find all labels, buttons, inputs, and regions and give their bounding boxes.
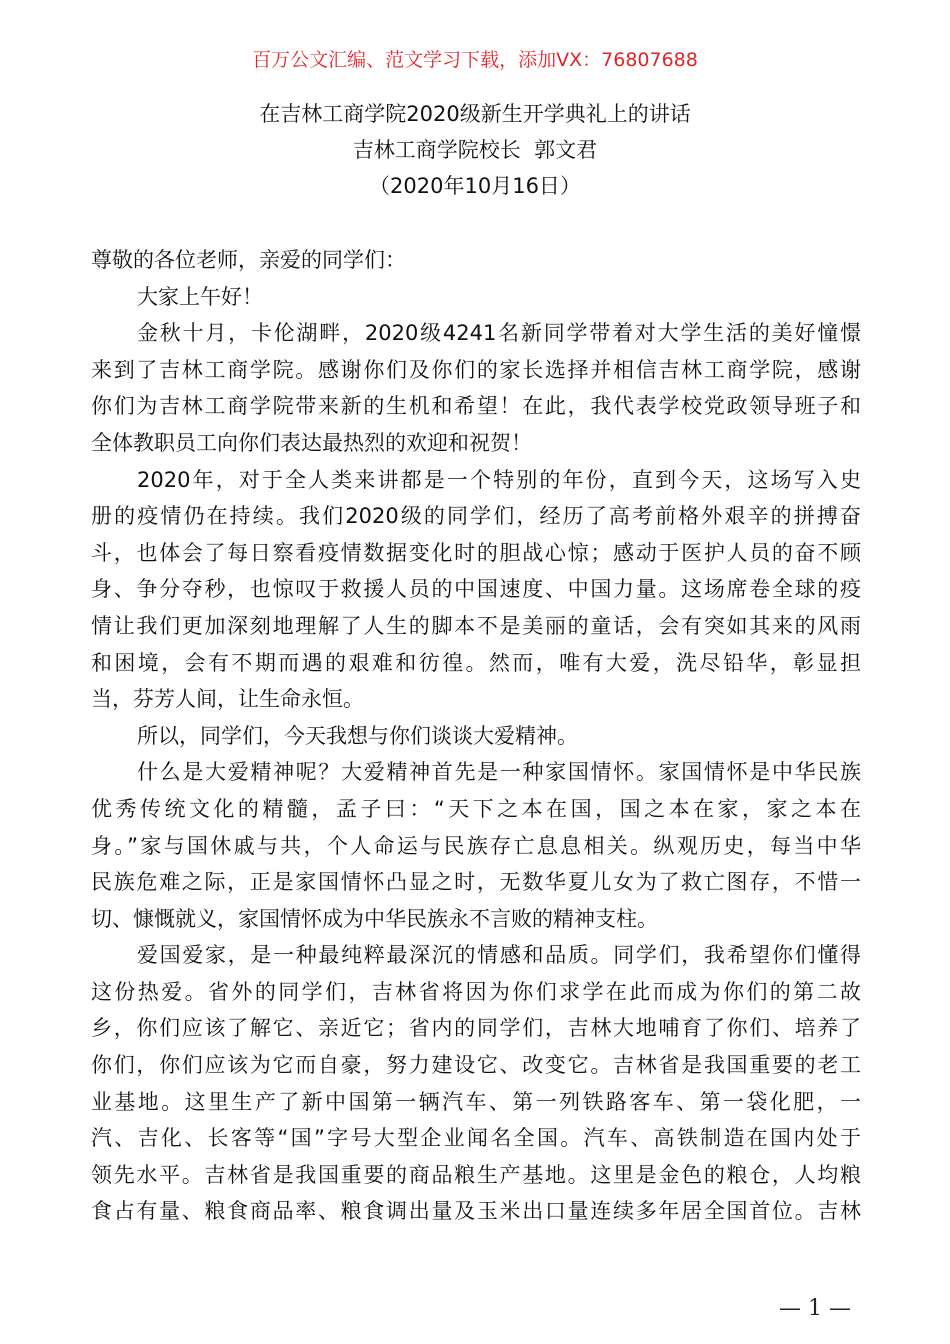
paragraph-line: 爱国爱家，是一种最纯粹最深沉的情感和品质。同学们，我希望你们懂得	[137, 943, 861, 968]
paragraph-line: 乡，你们应该了解它、亲近它；省内的同学们，吉林大地哺育了你们、培养了	[91, 1016, 861, 1041]
paragraph-line: 领先水平。吉林省是我国重要的商品粮生产基地。这里是金色的粮仓，人均粮	[91, 1162, 861, 1187]
salutation: 尊敬的各位老师，亲爱的同学们：	[91, 248, 406, 272]
paragraph-line: 情让我们更加深刻地理解了人生的脚本不是美丽的童话，会有突如其来的风雨	[91, 613, 861, 638]
paragraph-topic	[91, 718, 861, 755]
date-line: （2020年10月16日）	[369, 174, 581, 198]
paragraph-line: 金秋十月，卡伦湖畔，2020级4241名新同学带着对大学生活的美好憧憬	[137, 321, 861, 346]
paragraph-welcome	[91, 315, 861, 461]
paragraph-greeting	[91, 279, 861, 316]
watermark-banner: 百万公文汇编、范文学习下载，添加VX：76807688	[252, 49, 698, 71]
paragraph-line: 食占有量、粮食商品率、粮食调出量及玉米出口量连续多年居全国首位。吉林	[91, 1199, 861, 1224]
paragraph-line: 身。”家与国休戚与共，个人命运与民族存亡息息相关。纵观历史，每当中华	[91, 833, 861, 858]
paragraph-pandemic	[91, 462, 861, 718]
author-line: 吉林工商学院校长 郭文君	[352, 138, 598, 162]
paragraph-line: 斗，也体会了每日察看疫情数据变化时的胆战心惊；感动于医护人员的奋不顾	[91, 540, 861, 565]
paragraph-jilin	[91, 937, 861, 1230]
paragraph-line: 当，芬芳人间，让生命永恒。	[91, 687, 364, 712]
paragraph-line: 册的疫情仍在持续。我们2020级的同学们，经历了高考前格外艰辛的拼搏奋	[91, 504, 861, 529]
paragraph-line: 切、慷慨就义，家国情怀成为中华民族永不言败的精神支柱。	[91, 906, 658, 931]
paragraph-line: 2020年，对于全人类来讲都是一个特别的年份，直到今天，这场写入史	[137, 467, 861, 492]
paragraph-line: 汽、吉化、长客等“国”字号大型企业闻名全国。汽车、高铁制造在国内处于	[91, 1126, 861, 1151]
page-number: — 1 —	[779, 1296, 851, 1321]
paragraph-line: 你们，你们应该为它而自豪，努力建设它、改变它。吉林省是我国重要的老工	[91, 1053, 861, 1078]
paragraph-line: 这份热爱。省外的同学们，吉林省将因为你们求学在此而成为你们的第二故	[91, 979, 861, 1004]
paragraph-line: 来到了吉林工商学院。感谢你们及你们的家长选择并相信吉林工商学院，感谢	[91, 357, 861, 382]
paragraph-line: 业基地。这里生产了新中国第一辆汽车、第一列铁路客车、第一袋化肥，一	[91, 1089, 861, 1114]
paragraph-line: 全体教职员工向你们表达最热烈的欢迎和祝贺！	[91, 430, 532, 455]
paragraph-line: 优秀传统文化的精髓，孟子曰：“天下之本在国，国之本在家，家之本在	[91, 796, 861, 821]
speech-body	[91, 242, 861, 1230]
paragraph-line: 什么是大爱精神呢？大爱精神首先是一种家国情怀。家国情怀是中华民族	[137, 760, 861, 785]
title-block	[0, 96, 950, 204]
paragraph-line: 身、争分夺秒，也惊叹于救援人员的中国速度、中国力量。这场席卷全球的疫	[91, 577, 861, 602]
paragraph-line: 民族危难之际，正是家国情怀凸显之时，无数华夏儿女为了救亡图存，不惜一	[91, 870, 861, 895]
paragraph-patriotism	[91, 754, 861, 937]
document-title: 在吉林工商学院2020级新生开学典礼上的讲话	[259, 102, 691, 126]
paragraph-line: 所以，同学们，今天我想与你们谈谈大爱精神。	[137, 723, 578, 748]
paragraph-line: 和困境，会有不期而遇的艰难和彷徨。然而，唯有大爱，洗尽铅华，彰显担	[91, 650, 861, 675]
paragraph-line: 你们为吉林工商学院带来新的生机和希望！在此，我代表学校党政领导班子和	[91, 394, 861, 419]
paragraph-line: 大家上午好！	[137, 284, 263, 309]
